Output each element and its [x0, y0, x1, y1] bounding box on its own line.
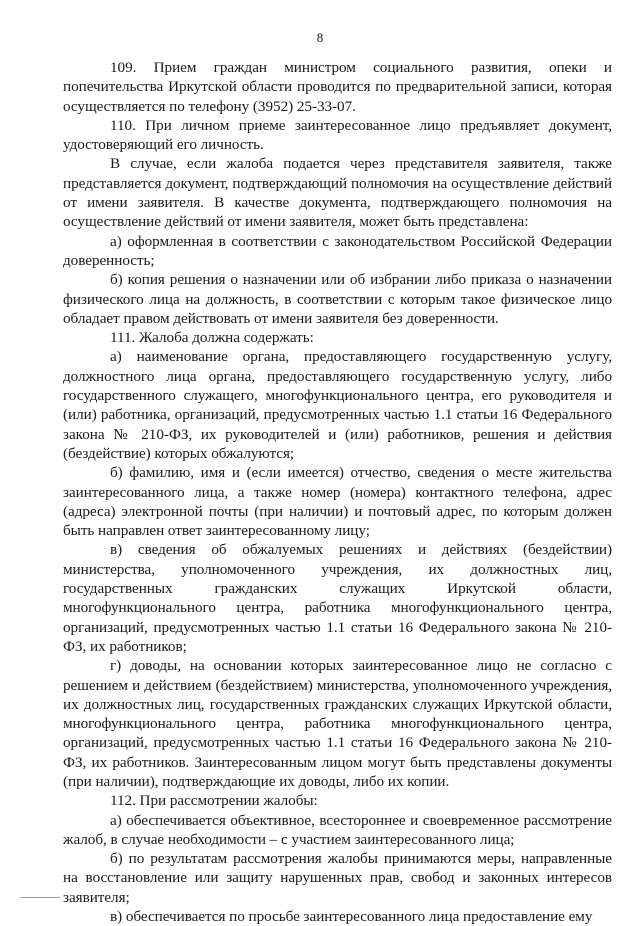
- paragraph-110-b: б) копия решения о назначении или об избрании либо приказа о назначении физического лица на должность, в соответствии с которым такое физическое лицо обладает правом действовать от имени заявителя без доверенности.: [63, 271, 612, 327]
- paragraph-111-a: а) наименование органа, предоставляющего государственную услугу, должностного лица органа, предоставляющего государственную услугу, либо государственного служащего, многофункционального центра, его руководителя и (или) работника, организаций, предусмотренных частью 1.1 статьи 16 Федерального закона № 210-ФЗ, их руководителей и (или) работников, решения и действия (бездействие) которых обжалуются;: [63, 348, 612, 462]
- page-number: 8: [316, 30, 324, 45]
- paragraph-111-v: в) сведения об обжалуемых решениях и действиях (бездействии) министерства, уполномоченного учреждения, их должностных лиц, государственных гражданских служащих Иркутской области, многофункционального центра, работника многофункционального центра, организаций, предусмотренных частью 1.1 статьи 16 Федерального закона № 210-ФЗ, их работников;: [63, 541, 612, 655]
- paragraph-111-g: г) доводы, на основании которых заинтересованное лицо не согласно с решением и действием (бездействием) министерства, уполномоченного учреждения, их должностных лиц, государственных гражданских служащих Иркутской области, многофункционального центра, работника многофункционального центра, организаций, предусмотренных частью 1.1 статьи 16 Федерального закона № 210-ФЗ, их работников. Заинтересованным лицом могут быть представлены документы (при наличии), подтверждающие их доводы, либо их копии.: [63, 657, 612, 790]
- paragraph-112: 112. При рассмотрении жалобы:: [110, 792, 318, 810]
- paragraph-112-b: б) по результатам рассмотрения жалобы принимаются меры, направленные на восстановление или защиту нарушенных прав, свобод и законных интересов заявителя;: [63, 850, 612, 906]
- paragraph-111: 111. Жалоба должна содержать:: [110, 329, 314, 347]
- paragraph-representative: В случае, если жалоба подается через представителя заявителя, также представляется документ, подтверждающий полномочия на осуществление действий от имени заявителя. В качестве документа, подтверждающего полномочия на осуществление действий от имени заявителя, может быть представлена:: [63, 155, 612, 231]
- paragraph-109: 109. Прием граждан министром социального развития, опеки и попечительства Иркутской области проводится по предварительной записи, которая осуществляется по телефону (3952) 25-33-07.: [63, 59, 612, 115]
- footer-divider: [20, 897, 60, 898]
- paragraph-110-a: а) оформленная в соответствии с законодательством Российской Федерации доверенность;: [63, 232, 612, 269]
- document-body: [63, 58, 612, 926]
- paragraph-111-b: б) фамилию, имя и (если имеется) отчество, сведения о месте жительства заинтересованного лица, а также номер (номера) контактного телефона, адрес (адреса) электронной почты (при наличии) и почтовый адрес, по которым должен быть направлен ответ заинтересованному лицу;: [63, 464, 612, 540]
- paragraph-112-v: в) обеспечивается по просьбе заинтересованного лица предоставление ему: [110, 908, 593, 926]
- paragraph-110: 110. При личном приеме заинтересованное лицо предъявляет документ, удостоверяющий его личность.: [63, 116, 612, 154]
- paragraph-112-a: а) обеспечивается объективное, всестороннее и своевременное рассмотрение жалоб, в случае необходимости – с участием заинтересованного лица;: [63, 811, 612, 848]
